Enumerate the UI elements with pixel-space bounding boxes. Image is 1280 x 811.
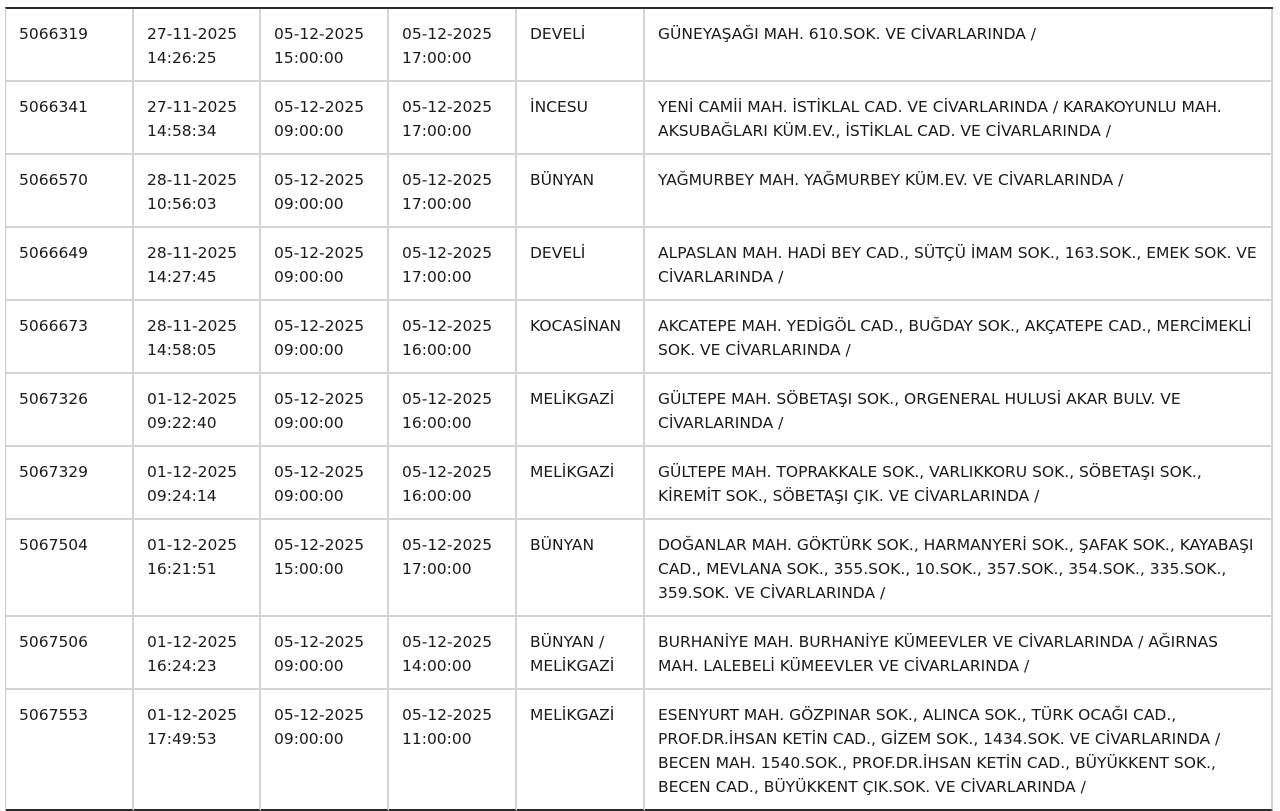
cell-id: 5066570 [6, 155, 134, 228]
cell-address: BURHANİYE MAH. BURHANİYE KÜMEEVLER VE CİVARLARINDA / AĞIRNAS MAH. LALEBELİ KÜMEEVLER VE CİVARLARINDA / [645, 617, 1273, 690]
cell-address: GÜLTEPE MAH. TOPRAKKALE SOK., VARLIKKORU SOK., SÖBETAŞI SOK., KİREMİT SOK., SÖBETAŞI ÇIK. VE CİVARLARINDA / [645, 447, 1273, 520]
cell-id: 5066341 [6, 82, 134, 155]
cell-district: BÜNYAN / MELİKGAZİ [517, 617, 645, 690]
cell-district: BÜNYAN [517, 155, 645, 228]
cell-district: MELİKGAZİ [517, 374, 645, 447]
cell-id: 5067504 [6, 520, 134, 617]
table-row [6, 9, 1273, 82]
cell-start-datetime: 05-12-2025 09:00:00 [261, 301, 389, 374]
table-row [6, 82, 1273, 155]
cell-id: 5067506 [6, 617, 134, 690]
cell-start-datetime: 05-12-2025 15:00:00 [261, 9, 389, 82]
cell-end-datetime: 05-12-2025 11:00:00 [389, 690, 517, 811]
cell-start-datetime: 05-12-2025 09:00:00 [261, 690, 389, 811]
cell-address: ALPASLAN MAH. HADİ BEY CAD., SÜTÇÜ İMAM SOK., 163.SOK., EMEK SOK. VE CİVARLARINDA / [645, 228, 1273, 301]
outage-table-body [6, 9, 1273, 811]
cell-start-datetime: 05-12-2025 09:00:00 [261, 228, 389, 301]
cell-start-datetime: 05-12-2025 09:00:00 [261, 155, 389, 228]
cell-end-datetime: 05-12-2025 17:00:00 [389, 155, 517, 228]
cell-end-datetime: 05-12-2025 17:00:00 [389, 82, 517, 155]
cell-announced-datetime: 28-11-2025 10:56:03 [134, 155, 261, 228]
table-row [6, 447, 1273, 520]
cell-announced-datetime: 28-11-2025 14:27:45 [134, 228, 261, 301]
cell-address: GÜNEYAŞAĞI MAH. 610.SOK. VE CİVARLARINDA / [645, 9, 1273, 82]
cell-end-datetime: 05-12-2025 14:00:00 [389, 617, 517, 690]
cell-address: YAĞMURBEY MAH. YAĞMURBEY KÜM.EV. VE CİVARLARINDA / [645, 155, 1273, 228]
cell-district: DEVELİ [517, 228, 645, 301]
cell-id: 5066319 [6, 9, 134, 82]
cell-announced-datetime: 01-12-2025 17:49:53 [134, 690, 261, 811]
cell-id: 5066673 [6, 301, 134, 374]
cell-end-datetime: 05-12-2025 16:00:00 [389, 447, 517, 520]
cell-end-datetime: 05-12-2025 17:00:00 [389, 9, 517, 82]
cell-announced-datetime: 01-12-2025 09:22:40 [134, 374, 261, 447]
cell-address: AKCATEPE MAH. YEDİGÖL CAD., BUĞDAY SOK., AKÇATEPE CAD., MERCİMEKLİ SOK. VE CİVARLARINDA / [645, 301, 1273, 374]
cell-announced-datetime: 01-12-2025 16:24:23 [134, 617, 261, 690]
cell-announced-datetime: 27-11-2025 14:58:34 [134, 82, 261, 155]
table-row [6, 228, 1273, 301]
cell-start-datetime: 05-12-2025 09:00:00 [261, 617, 389, 690]
cell-district: DEVELİ [517, 9, 645, 82]
cell-district: MELİKGAZİ [517, 447, 645, 520]
cell-start-datetime: 05-12-2025 09:00:00 [261, 374, 389, 447]
table-row [6, 617, 1273, 690]
cell-id: 5067553 [6, 690, 134, 811]
cell-district: İNCESU [517, 82, 645, 155]
table-row [6, 155, 1273, 228]
cell-id: 5066649 [6, 228, 134, 301]
cell-address: YENİ CAMİİ MAH. İSTİKLAL CAD. VE CİVARLARINDA / KARAKOYUNLU MAH. AKSUBAĞLARI KÜM.EV., İSTİKLAL CAD. VE CİVARLARINDA / [645, 82, 1273, 155]
cell-address: DOĞANLAR MAH. GÖKTÜRK SOK., HARMANYERİ SOK., ŞAFAK SOK., KAYABAŞI CAD., MEVLANA SOK., 355.SOK., 10.SOK., 357.SOK., 354.SOK., 335.SOK., 359.SOK. VE CİVARLARINDA / [645, 520, 1273, 617]
cell-end-datetime: 05-12-2025 17:00:00 [389, 520, 517, 617]
cell-district: MELİKGAZİ [517, 690, 645, 811]
table-row [6, 690, 1273, 811]
cell-end-datetime: 05-12-2025 16:00:00 [389, 301, 517, 374]
cell-district: BÜNYAN [517, 520, 645, 617]
cell-start-datetime: 05-12-2025 09:00:00 [261, 82, 389, 155]
cell-announced-datetime: 27-11-2025 14:26:25 [134, 9, 261, 82]
table-row [6, 301, 1273, 374]
cell-end-datetime: 05-12-2025 17:00:00 [389, 228, 517, 301]
cell-announced-datetime: 28-11-2025 14:58:05 [134, 301, 261, 374]
cell-district: KOCASİNAN [517, 301, 645, 374]
cell-start-datetime: 05-12-2025 09:00:00 [261, 447, 389, 520]
cell-start-datetime: 05-12-2025 15:00:00 [261, 520, 389, 617]
outage-table-container [5, 7, 1272, 811]
cell-id: 5067329 [6, 447, 134, 520]
outage-table [5, 7, 1273, 811]
cell-announced-datetime: 01-12-2025 09:24:14 [134, 447, 261, 520]
table-row [6, 520, 1273, 617]
cell-address: GÜLTEPE MAH. SÖBETAŞI SOK., ORGENERAL HULUSİ AKAR BULV. VE CİVARLARINDA / [645, 374, 1273, 447]
cell-id: 5067326 [6, 374, 134, 447]
cell-announced-datetime: 01-12-2025 16:21:51 [134, 520, 261, 617]
table-row [6, 374, 1273, 447]
cell-end-datetime: 05-12-2025 16:00:00 [389, 374, 517, 447]
cell-address: ESENYURT MAH. GÖZPINAR SOK., ALINCA SOK., TÜRK OCAĞI CAD., PROF.DR.İHSAN KETİN CAD., GİZEM SOK., 1434.SOK. VE CİVARLARINDA / BECEN MAH. 1540.SOK., PROF.DR.İHSAN KETİN CAD., BÜYÜKKENT SOK., BECEN CAD., BÜYÜKKENT ÇIK.SOK. VE CİVARLARINDA / [645, 690, 1273, 811]
